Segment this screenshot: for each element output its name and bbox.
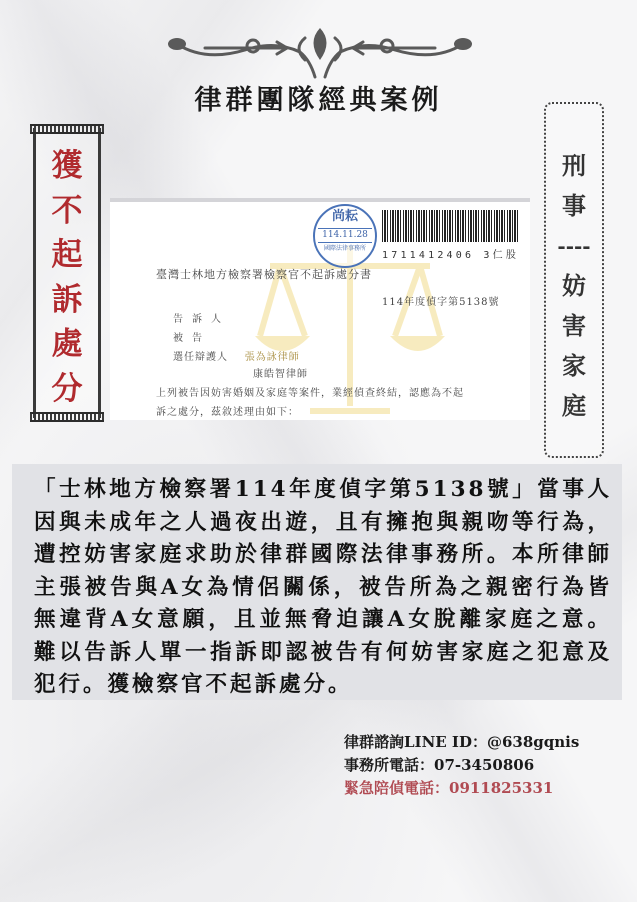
barcode-icon [382, 210, 520, 242]
defender-row [253, 365, 308, 380]
case-summary-text: 「士林地方檢察署114年度偵字第5138號」當事人因與未成年之人過夜出遊，且有擁抱與親吻等行為，遭控妨害家庭求助於律群國際法律事務所。本所律師主張被告與A女為情侶關係，被告所為之親密行為皆無違背A女意願，且並無脅迫讓A女脫離家庭之意。難以告訴人單一指訴即認被告有何妨害家庭之犯意及犯行。獲檢察官不起訴處分。 [34, 477, 612, 697]
decorative-flourish-icon [165, 22, 475, 82]
page-title: 律群團隊經典案例 [194, 85, 443, 116]
case-number: 114年度偵字第5138號 [382, 297, 500, 308]
document-body-line: 訴之處分，茲敘述理由如下： [156, 407, 299, 418]
category-char: 刑 [562, 152, 586, 180]
subcategory-char: 害 [562, 312, 586, 340]
subcategory-char: 家 [562, 352, 586, 380]
emergency-phone: 緊急陪偵電話：0911825331 [344, 779, 554, 797]
category-divider: ---- [557, 234, 591, 258]
received-stamp: 尚耘 114.11.28 國際法律事務所 [313, 204, 377, 268]
case-summary-box [12, 464, 622, 700]
line-id: 律群諮詢LINE ID：@638gqnis [344, 733, 580, 751]
document-title: 臺灣士林地方檢察署檢察官不起訴處分書 [156, 268, 372, 281]
banner-char: 訴 [51, 281, 83, 318]
document-scan [110, 198, 530, 420]
defender-label: 選任辯護人 [173, 352, 228, 363]
complainant-label: 告訴人 [173, 314, 230, 325]
defendant-label: 被告 [173, 333, 211, 344]
banner-char: 不 [51, 192, 83, 229]
banner-border-ornament [30, 412, 104, 422]
case-category-tag [544, 102, 604, 458]
document-edge [110, 198, 530, 202]
defender-row [173, 348, 300, 363]
category-char: 事 [562, 192, 586, 220]
document-body-line: 上列被告因妨害婚姻及家庭等案件，業經偵查終結，認應為不起 [156, 388, 464, 399]
banner-char: 起 [51, 237, 83, 273]
banner-char: 處 [51, 326, 83, 362]
banner-char: 獲 [51, 148, 83, 184]
banner-char: 分 [51, 370, 83, 407]
subcategory-char: 妨 [562, 272, 586, 300]
result-banner [33, 128, 101, 418]
subcategory-char: 庭 [562, 392, 586, 420]
barcode-number: 1711412406 3仁股 [382, 250, 520, 261]
contact-info [344, 731, 579, 800]
office-phone: 事務所電話：07-3450806 [344, 756, 535, 774]
defender-name: 康皓智律師 [253, 369, 308, 380]
defender-name: 張為詠律師 [244, 352, 300, 363]
banner-border-ornament [30, 124, 104, 134]
